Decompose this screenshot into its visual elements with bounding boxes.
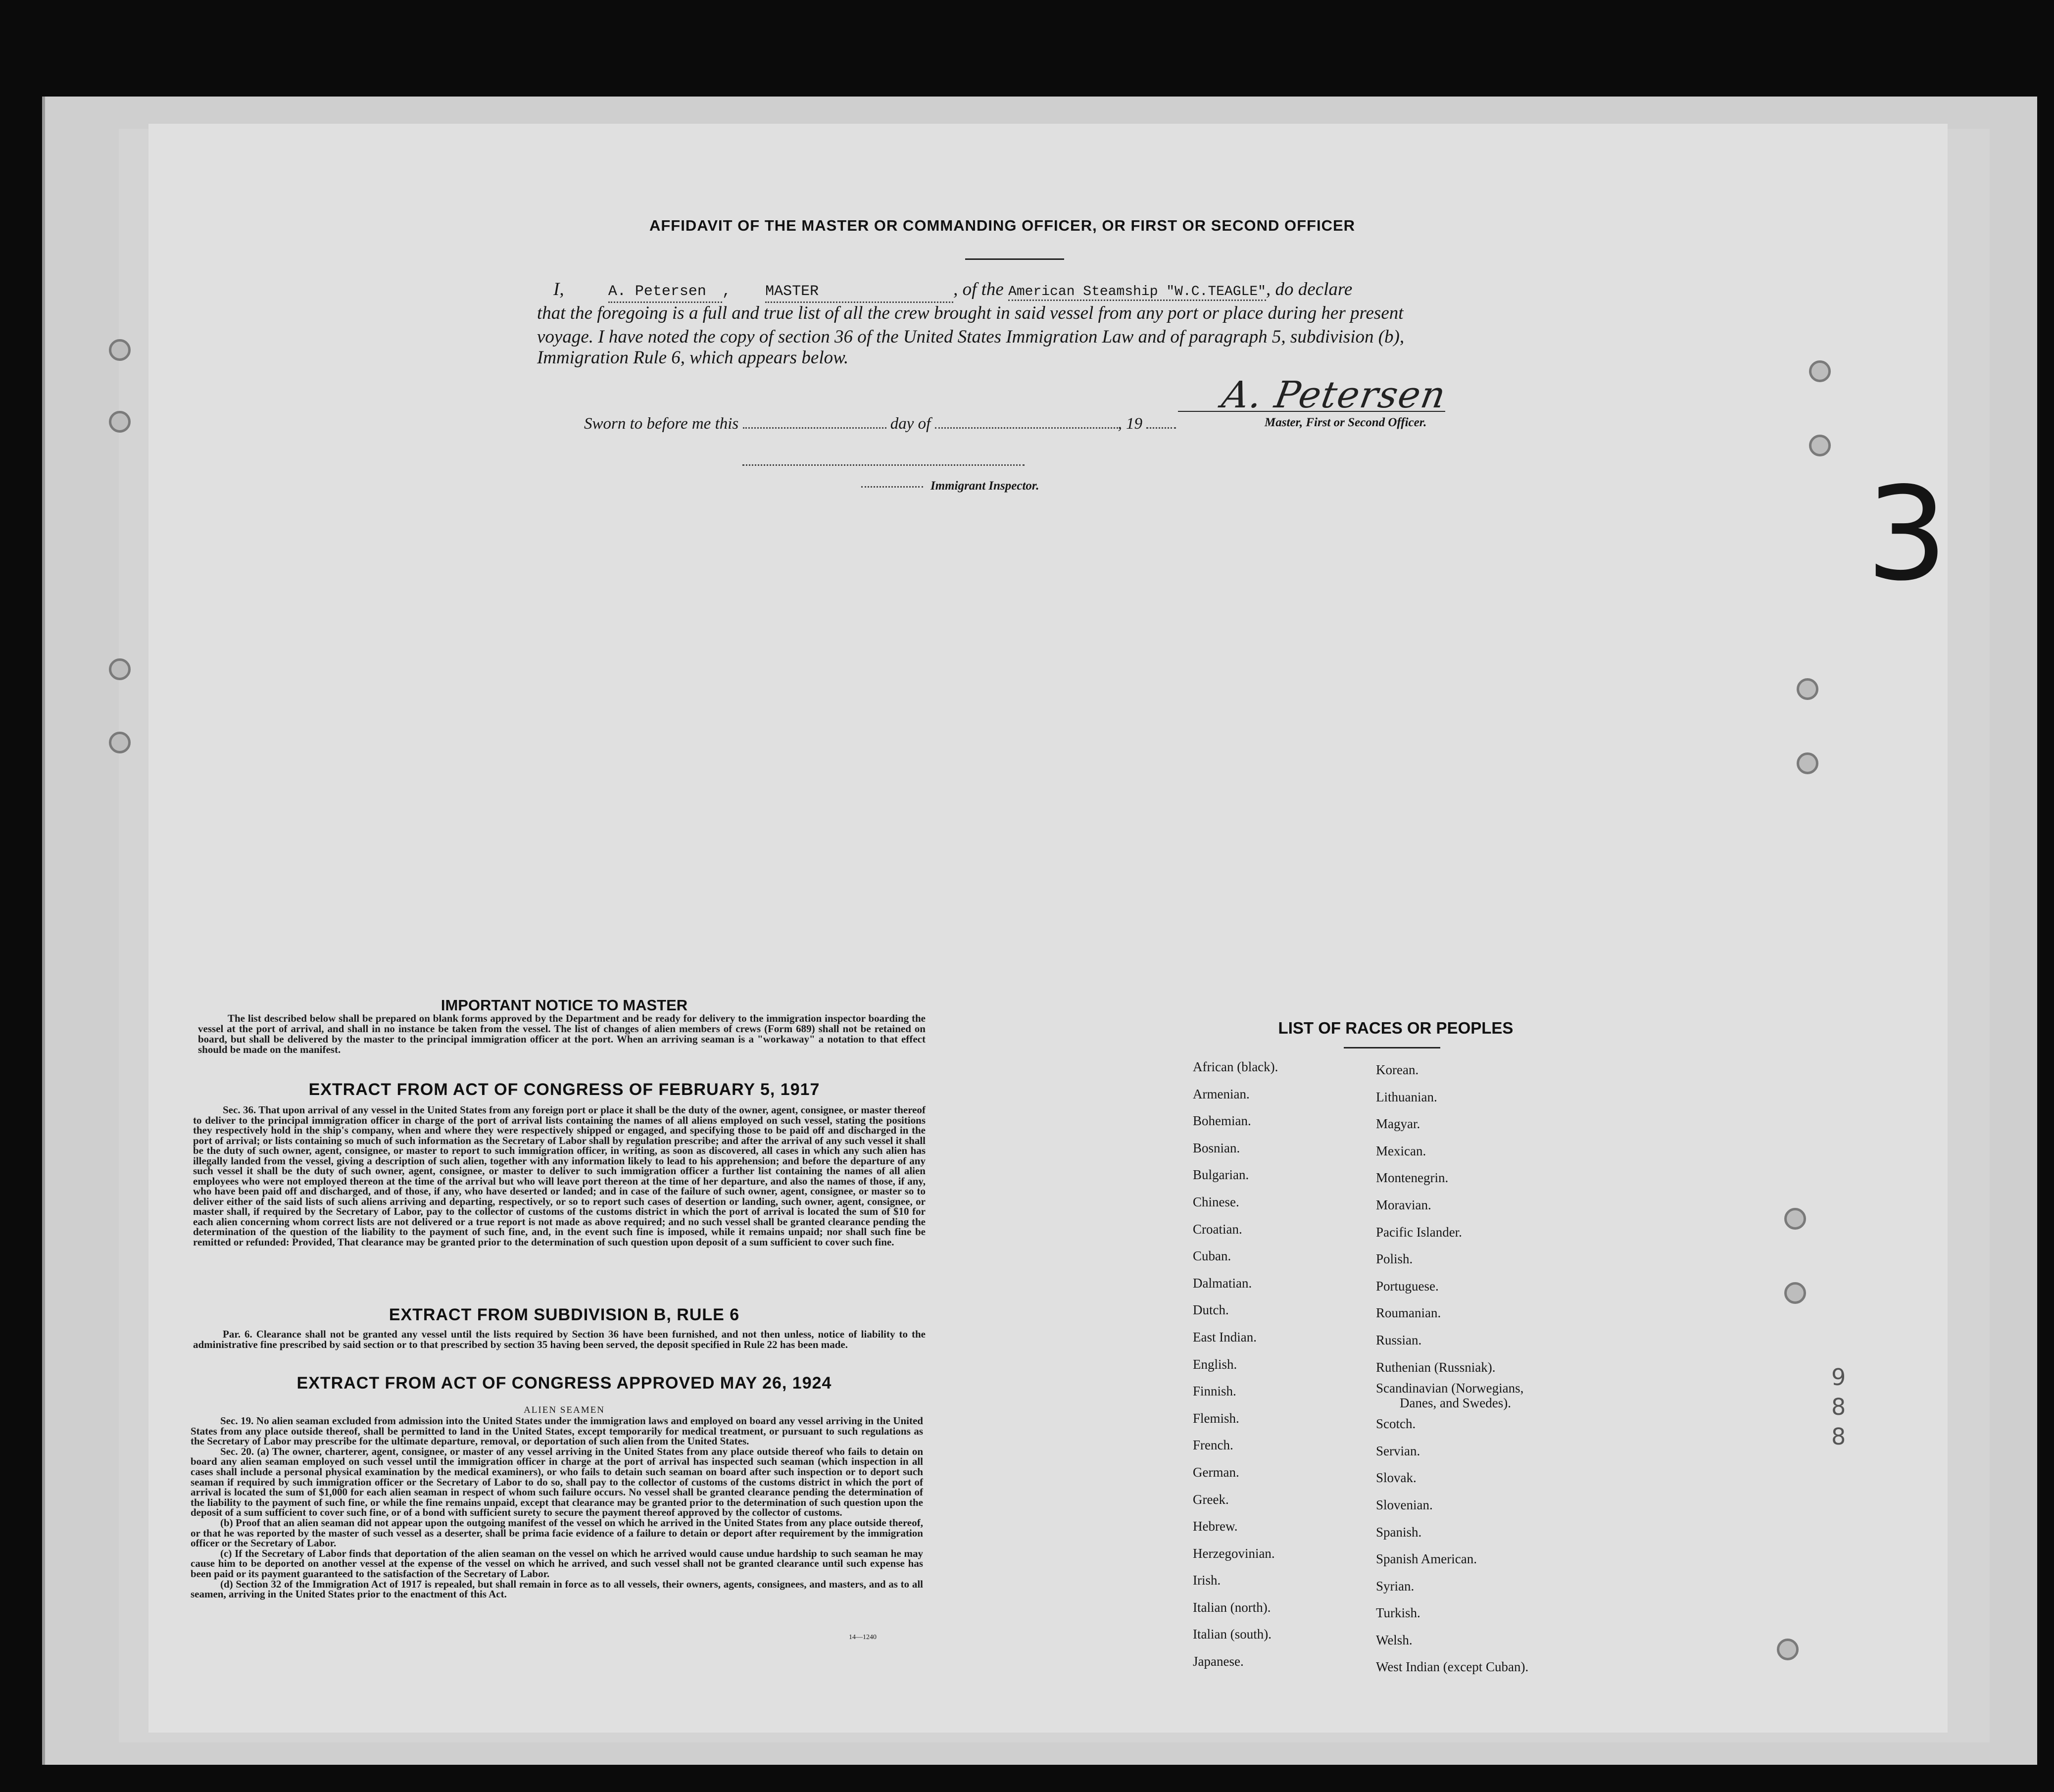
extract-rule6-text: Par. 6. Clearance shall not be granted any vessel until the lists required by Section 36 have been furnished, and not then unless, notice of liability to the administrative fine prescribed by said section or to that prescribed by section 35 having been served, the deposit specified in Rule 22 has been made.	[193, 1328, 926, 1350]
race-item: Dalmatian.	[1193, 1275, 1252, 1291]
race-item: Syrian.	[1376, 1578, 1415, 1593]
race-item: Bohemian.	[1193, 1113, 1251, 1129]
race-item: Bulgarian.	[1193, 1167, 1249, 1183]
name-comma: ,	[722, 283, 731, 300]
race-item: Italian (south).	[1193, 1627, 1272, 1642]
sworn-line	[584, 415, 1227, 433]
binder-hole-icon	[1784, 1208, 1806, 1230]
race-item: Turkish.	[1376, 1605, 1420, 1621]
race-item: Hebrew.	[1193, 1519, 1238, 1534]
title-underline	[965, 258, 1064, 260]
inspector-sub-line	[861, 486, 923, 488]
race-item: Danes, and Swedes).	[1400, 1395, 1511, 1411]
binder-hole-icon	[109, 732, 131, 753]
race-item: West Indian (except Cuban).	[1376, 1659, 1529, 1675]
race-item: German.	[1193, 1464, 1239, 1480]
alien-seamen-subtitle: ALIEN SEAMEN	[524, 1405, 605, 1415]
form-number: 14—1240	[849, 1634, 877, 1641]
race-item: Montenegrin.	[1376, 1170, 1449, 1186]
binder-hole-icon	[109, 658, 131, 680]
race-item: Dutch.	[1193, 1302, 1229, 1318]
section-20d-text: (d) Section 32 of the Immigration Act of 1917 is repealed, but shall remain in force as to all vessels, their owners, agents, consignees, and masters, and as to all seamen, arriving in the United States prior to the enactment of this Act.	[191, 1578, 923, 1600]
affidavit-prefix: I,	[553, 279, 564, 299]
extract-rule6-title: EXTRACT FROM SUBDIVISION B, RULE 6	[389, 1305, 740, 1324]
affidavit-line-3: voyage. I have noted the copy of section 36 of the United States Immigration Law and of paragraph 5, subdivision (b),	[537, 327, 1405, 347]
race-item: Korean.	[1376, 1062, 1419, 1077]
race-item: Finnish.	[1193, 1384, 1236, 1399]
handwritten-page-number: 3	[1866, 460, 1948, 609]
race-item: Italian (north).	[1193, 1599, 1271, 1615]
race-item: Scandinavian (Norwegians,	[1376, 1381, 1524, 1396]
pencil-mark: 8	[1831, 1394, 1846, 1420]
race-item: Japanese.	[1193, 1654, 1244, 1669]
race-item: Mexican.	[1376, 1143, 1426, 1158]
sworn-label: Sworn to before me this	[584, 415, 739, 433]
notice-text: The list described below shall be prepared on blank forms approved by the Department and be ready for delivery to the immigration inspector boarding the vessel at the port of arrival, and shall in no instance be taken from the vessel. The list of changes of alien members of crews (Form 689) shall not be retained on board, but shall be delivered by the master to the principal immigration officer at the port. When an arriving seaman is a "workaway" a notation to that effect should be made on the manifest.	[198, 1012, 926, 1055]
race-item: Slovak.	[1376, 1470, 1417, 1486]
race-item: Moravian.	[1376, 1197, 1431, 1212]
race-item: French.	[1193, 1438, 1233, 1453]
binder-hole-icon	[1809, 435, 1831, 456]
inspector-caption: Immigrant Inspector.	[930, 479, 1039, 493]
race-item: Chinese.	[1193, 1194, 1239, 1209]
declare-label: , do declare	[1266, 279, 1353, 299]
signature-line	[1178, 411, 1445, 412]
race-item: Herzegovinian.	[1193, 1545, 1275, 1561]
races-column-1	[1193, 1053, 1278, 1675]
race-item: Ruthenian (Russniak).	[1376, 1359, 1496, 1375]
race-item: East Indian.	[1193, 1329, 1257, 1344]
race-item: Flemish.	[1193, 1410, 1239, 1426]
affidavit-title: AFFIDAVIT OF THE MASTER OR COMMANDING OFFICER, OR FIRST OR SECOND OFFICER	[649, 217, 1356, 234]
binder-hole-icon	[109, 339, 131, 361]
race-item: Irish.	[1193, 1573, 1221, 1588]
rank-field: MASTER	[765, 282, 953, 303]
binder-hole-icon	[1797, 752, 1818, 774]
binder-hole-icon	[1809, 360, 1831, 382]
section-20a-text: Sec. 20. (a) The owner, charterer, agent, consignee, or master of any vessel arriving in the United States from any place outside thereof who fails to detain on board any alien seaman employed on such vessel until the immigration officer in charge at the port of arrival has inspected such seaman (which inspection in all cases shall include a personal physical examination by the medical examiners), or who fails to detain such seaman on board after such inspection or to deport such seaman if required by such immigration officer or the Secretary of Labor to do so, shall pay to the collector of customs of the customs district in which the port of arrival is located the sum of $1,000 for each alien seaman in respect of whom such failure occurs. No vessel shall be granted clearance pending the determination of the liability to the payment of such fine, or while the fine remains unpaid, except that clearance may be granted prior to the determination of such question upon the deposit of a sum sufficient to cover such fine, or of a bond with sufficient surety to secure the payment thereof approved by the collector of customs.	[191, 1445, 923, 1519]
notice-title: IMPORTANT NOTICE TO MASTER	[440, 996, 688, 1014]
year-prefix: , 19	[1118, 415, 1143, 433]
race-item: Pacific Islander.	[1376, 1224, 1462, 1240]
master-signature: A. Petersen	[1219, 374, 1450, 416]
affidavit-body	[537, 280, 1492, 379]
race-item: Croatian.	[1193, 1221, 1242, 1237]
race-item: Lithuanian.	[1376, 1089, 1437, 1104]
vessel-name-field: American Steamship "W.C.TEAGLE"	[1008, 284, 1266, 301]
binder-hole-icon	[109, 411, 131, 433]
race-item: Scotch.	[1376, 1416, 1416, 1432]
of-the-label: , of the	[953, 279, 1004, 299]
race-item: Cuban.	[1193, 1248, 1231, 1264]
day-of-label: day of	[890, 415, 931, 433]
sworn-month-field	[935, 422, 1118, 429]
race-item: Spanish American.	[1376, 1551, 1477, 1567]
race-item: Magyar.	[1376, 1116, 1420, 1132]
race-item: English.	[1193, 1356, 1237, 1372]
extract-1917-text: Sec. 36. That upon arrival of any vessel in the United States from any foreign port or place it shall be the duty of the owner, agent, consignee, or master thereof to deliver to the principal immigration officer in charge of the port of arrival lists containing the names of all aliens employed on such vessel, stating the positions they respectively hold in the ship's company, when and where they were respectively shipped or engaged, and specifying those to be paid off and discharged in the port of arrival; or lists containing so much of such information as the Secretary of Labor shall by regulation prescribe; and after the arrival of any such vessel it shall be the duty of such owner, agent, consignee, or master to report to such immigration officer, in writing, as soon as discovered, all cases in which any such alien has illegally landed from the vessel, giving a description of such alien, together with any information likely to lead to his apprehension; and before the departure of any such vessel it shall be the duty of such owner, agent, consignee, or master to deliver to such immigration officer a further list containing the names of all alien employees who were not employed thereon at the time of the arrival but who will leave port thereon at the time of her departure, and also the names of those, if any, who have been paid off and discharged, and of those, if any, who have deserted or landed; and in case of the failure of such owner, agent, consignee, or master so to deliver either of the said lists of such aliens arriving and departing, respectively, or so to report such cases of desertion or landing, such owner, agent, consignee, or master shall, if required by the Secretary of Labor, pay to the collector of customs of the customs district in which the port of arrival is located the sum of $10 for each alien concerning whom correct lists are not delivered or a true report is not made as above required; and no such vessel shall be granted clearance pending the determination of the question of the liability to the payment of such fine, and, in the event such fine is imposed, while it remains unpaid; nor shall such fine be remitted or refunded: Provided, That clearance may be granted prior to the determination of such question upon deposit of a sum sufficient to cover such fine.	[193, 1104, 926, 1248]
race-item: Polish.	[1376, 1251, 1413, 1267]
race-item: Spanish.	[1376, 1524, 1422, 1540]
race-item: Russian.	[1376, 1332, 1422, 1347]
section-20c-text: (c) If the Secretary of Labor finds that deportation of the alien seaman on the vessel on which he arrived would cause undue hardship to such seaman he may cause him to be deported on another vessel at the expense of the vessel on which he arrived, and such vessel shall not be granted clearance until such expense has been paid or its payment guaranteed to the satisfaction of the Secretary of Labor.	[191, 1547, 923, 1580]
race-item: Welsh.	[1376, 1632, 1413, 1647]
races-title: LIST OF RACES OR PEOPLES	[1278, 1019, 1514, 1037]
sworn-day-field	[743, 422, 886, 429]
race-item: Slovenian.	[1376, 1497, 1433, 1512]
pencil-mark: 8	[1831, 1423, 1846, 1450]
section-19-text: Sec. 19. No alien seaman excluded from admission into the United States under the immigration laws and employed on board any vessel arriving in the United States from any place outside thereof, shall be permitted to land in the United States, except temporarily for medical treatment, or pursuant to such regulations as the Secretary of Labor may prescribe for the ultimate departure, removal, or deportation of such alien from the United States.	[191, 1415, 923, 1447]
affidavit-line-4: Immigration Rule 6, which appears below.	[537, 348, 849, 368]
extract-1924-title: EXTRACT FROM ACT OF CONGRESS APPROVED MAY 26, 1924	[296, 1374, 832, 1393]
pencil-mark: 9	[1831, 1364, 1846, 1391]
signature-caption: Master, First or Second Officer.	[1265, 416, 1427, 429]
races-column-2	[1376, 1056, 1528, 1681]
binder-hole-icon	[1784, 1282, 1806, 1304]
binder-hole-icon	[1797, 678, 1818, 700]
race-item: Bosnian.	[1193, 1140, 1240, 1155]
race-item: Armenian.	[1193, 1086, 1250, 1101]
sworn-year-field	[1146, 422, 1176, 429]
race-item: Roumanian.	[1376, 1305, 1441, 1321]
officer-name-field: A. Petersen	[608, 282, 722, 303]
race-item: Servian.	[1376, 1443, 1420, 1458]
race-item: Portuguese.	[1376, 1278, 1439, 1294]
races-title-underline	[1344, 1047, 1440, 1048]
extract-1917-title: EXTRACT FROM ACT OF CONGRESS OF FEBRUARY 5, 1917	[308, 1080, 820, 1099]
inspector-signature-line	[742, 464, 1025, 466]
section-20b-text: (b) Proof that an alien seaman did not appear upon the outgoing manifest of the vessel on which he arrived in the United States from any place outside thereof, or that he was reported by the master of such vessel as a deserter, shall be prima facie evidence of a failure to detain or deport after requirement by the immigration officer or the Secretary of Labor.	[191, 1516, 923, 1549]
affidavit-line-2: that the foregoing is a full and true list of all the crew brought in said vessel from any port or place during her present	[537, 303, 1404, 323]
race-item: Greek.	[1193, 1492, 1229, 1507]
race-item: African (black).	[1193, 1059, 1278, 1074]
binder-hole-icon	[1777, 1639, 1799, 1660]
extract-1924-text	[191, 1416, 923, 1599]
